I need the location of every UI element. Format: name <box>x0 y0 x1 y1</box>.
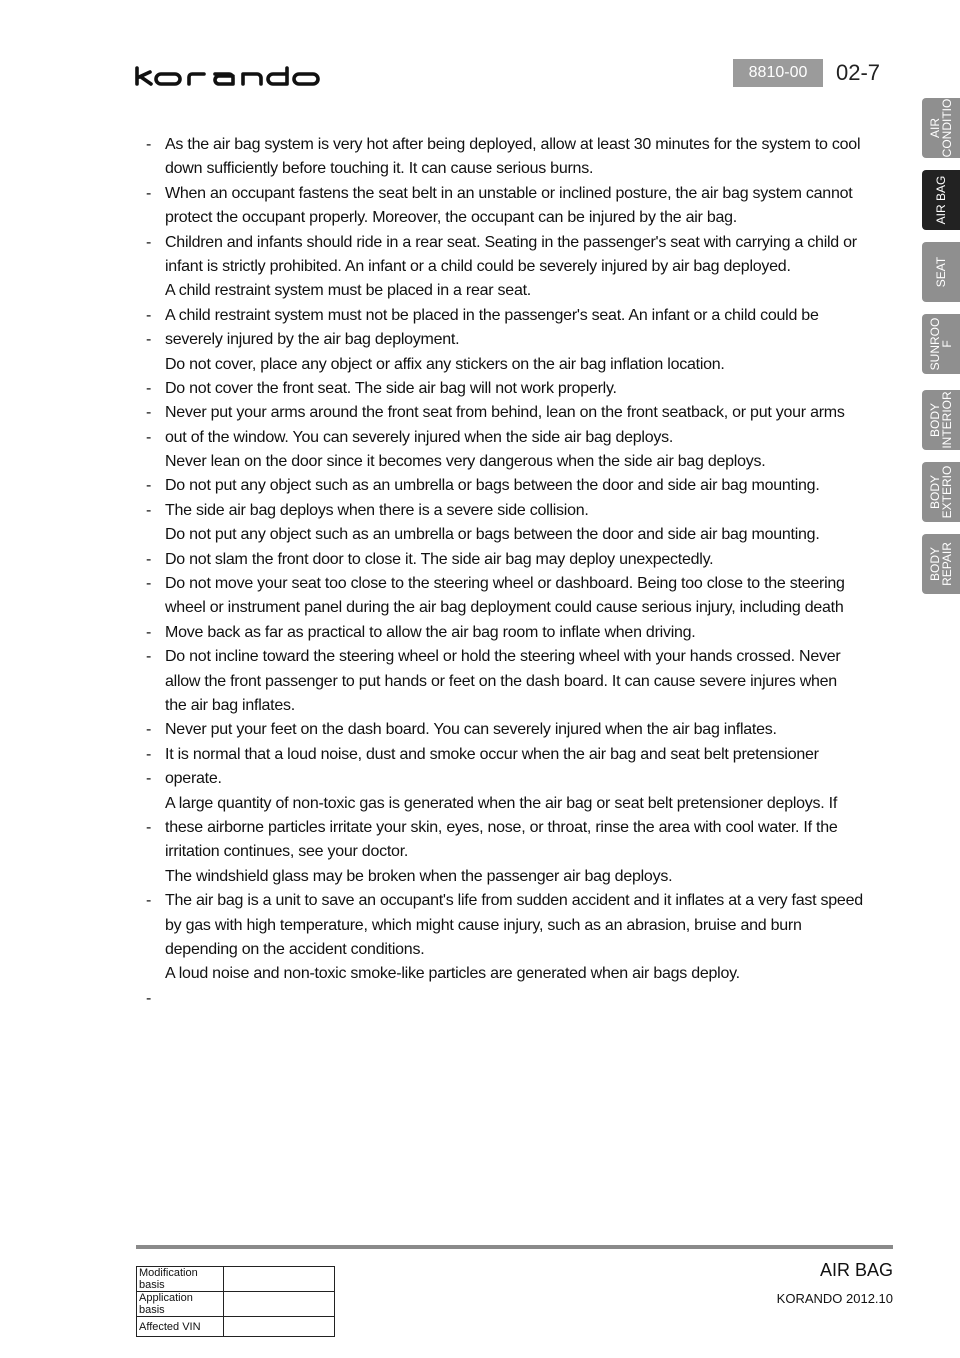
list-item-text: A loud noise and non-toxic smoke-like particles are generated when air bags deploy. <box>165 965 740 983</box>
list-item <box>146 182 906 206</box>
footer-model-date: KORANDO 2012.10 <box>776 1291 893 1306</box>
table-cell-value <box>224 1292 335 1317</box>
tab-body-exterior[interactable] <box>922 462 960 522</box>
list-item <box>146 523 906 547</box>
table-row <box>137 1267 335 1292</box>
list-item-text: The air bag is a unit to save an occupant's life from sudden accident and it inflates at a very fast speed <box>165 892 863 910</box>
list-item <box>146 279 906 303</box>
tab-label: AIR BAG <box>934 175 948 225</box>
document-code-badge: 8810-00 <box>733 59 823 87</box>
bullet-dash: - <box>146 892 152 910</box>
list-item <box>146 572 906 596</box>
page-number: 02-7 <box>836 60 881 85</box>
list-item-text: allow the front passenger to put hands or feet on the dash board. It can cause severe injures when <box>165 672 837 690</box>
list-item-text: Never put your arms around the front seat from behind, lean on the front seatback, or put your arms <box>165 404 845 422</box>
list-item <box>146 767 906 791</box>
list-item-text: Do not incline toward the steering wheel or hold the steering wheel with your hands crossed. Never <box>165 648 841 666</box>
list-item <box>146 426 906 450</box>
tab-label: SEAT <box>934 256 948 288</box>
tab-body-interior[interactable] <box>922 390 960 450</box>
list-item-text: Children and infants should ride in a rear seat. Seating in the passenger's seat with carrying a child or <box>165 233 857 251</box>
list-item-text: out of the window. You can severely injured when the side air bag deploys. <box>165 428 674 446</box>
list-item-text: A large quantity of non-toxic gas is generated when the air bag or seat belt pretensioner deploys. If <box>165 794 838 812</box>
list-item-text: operate. <box>165 770 222 788</box>
list-item <box>146 670 906 694</box>
tab-air-bag[interactable] <box>922 170 960 230</box>
list-item-text: Move back as far as practical to allow the air bag room to inflate when driving. <box>165 623 696 641</box>
tab-label: BODY EXTERIO <box>928 465 954 519</box>
list-item <box>146 377 906 401</box>
table-row <box>137 1317 335 1337</box>
list-item-text: It is normal that a loud noise, dust and smoke occur when the air bag and seat belt pretensioner <box>165 745 819 763</box>
bullet-dash: - <box>146 745 152 763</box>
list-item <box>146 133 906 157</box>
list-item-text: As the air bag system is very hot after being deployed, allow at least 30 minutes for the system to cool <box>165 136 861 153</box>
list-item <box>146 962 906 986</box>
footer-section-title: AIR BAG <box>819 1260 893 1280</box>
footer-divider <box>136 1245 893 1249</box>
bullet-dash: - <box>146 770 152 788</box>
list-item <box>146 353 906 377</box>
list-item-text: infant is strictly prohibited. An infant or a child could be severely injured by air bag deployed. <box>165 257 791 275</box>
tab-body-repair[interactable] <box>922 534 960 594</box>
table-cell-value <box>224 1267 335 1292</box>
tab-label: BODY REPAIR <box>928 542 954 586</box>
list-item <box>146 816 906 840</box>
list-item-text: the air bag inflates. <box>165 696 295 714</box>
bullet-dash: - <box>146 233 152 251</box>
list-item-text: wheel or instrument panel during the air bag deployment could cause serious injury, including death <box>165 599 844 617</box>
list-item-text: Do not cover, place any object or affix any stickers on the air bag inflation location. <box>165 355 725 373</box>
list-item-text: depending on the accident conditions. <box>165 940 425 958</box>
bullet-dash: - <box>146 648 152 666</box>
table-cell-label: Application basis <box>137 1292 224 1317</box>
list-item-text: Never lean on the door since it becomes very dangerous when the side air bag deploys. <box>165 453 766 471</box>
list-item <box>146 255 906 279</box>
list-item-text: severely injured by the air bag deployment. <box>165 331 460 349</box>
tab-seat[interactable] <box>922 242 960 302</box>
bullet-dash: - <box>146 501 152 519</box>
list-item <box>146 157 906 181</box>
list-item <box>146 645 906 669</box>
list-item <box>146 596 906 620</box>
list-item-text: protect the occupant properly. Moreover, the occupant can be injured by the air bag. <box>165 209 737 227</box>
list-item <box>146 914 906 938</box>
list-item-text: irritation continues, see your doctor. <box>165 843 409 861</box>
list-item <box>146 865 906 889</box>
tab-sunroof[interactable] <box>922 314 960 374</box>
list-item <box>146 621 906 645</box>
list-item <box>146 938 906 962</box>
tab-label: SUNROO F <box>928 317 954 371</box>
list-item <box>146 401 906 425</box>
bullet-dash: - <box>146 477 152 495</box>
list-item <box>146 304 906 328</box>
tab-air-conditioning[interactable] <box>922 98 960 158</box>
korando-logo <box>133 66 323 88</box>
bullet-dash: - <box>146 379 152 397</box>
bullet-dash: - <box>146 136 152 153</box>
table-row <box>137 1292 335 1317</box>
list-item-text: down sufficiently before touching it. It can cause serious burns. <box>165 160 594 178</box>
list-item-text: Never put your feet on the dash board. You can severely injured when the air bag inflates. <box>165 721 777 739</box>
list-item <box>146 718 906 742</box>
list-item <box>146 499 906 523</box>
table-cell-value <box>224 1317 335 1337</box>
list-item-text: Do not move your seat too close to the steering wheel or dashboard. Being too close to the steering <box>165 575 845 593</box>
list-item <box>146 474 906 498</box>
bullet-dash: - <box>146 306 152 324</box>
table-cell-label: Affected VIN <box>137 1317 224 1337</box>
bullet-dash: - <box>146 550 152 568</box>
list-item <box>146 792 906 816</box>
list-item <box>146 231 906 255</box>
tab-label: AIR CONDITIO <box>928 98 954 158</box>
warning-list <box>146 133 906 1011</box>
bullet-dash: - <box>146 575 152 593</box>
list-item-text: by gas with high temperature, which might cause injury, such as an abrasion, bruise and burn <box>165 916 802 934</box>
list-item-text: Do not put any object such as an umbrella or bags between the door and side air bag mounting. <box>165 477 820 495</box>
list-item <box>146 889 906 913</box>
bullet-dash: - <box>146 184 152 202</box>
list-item-text: Do not slam the front door to close it. The side air bag may deploy unexpectedly. <box>165 550 714 568</box>
list-item-text: Do not cover the front seat. The side air bag will not work properly. <box>165 379 617 397</box>
table-cell-label: Modification basis <box>137 1267 224 1292</box>
list-item <box>146 450 906 474</box>
bullet-dash: - <box>146 623 152 641</box>
list-item-text: A child restraint system must not be placed in the passenger's seat. An infant or a child could be <box>165 306 819 324</box>
list-item-text: The windshield glass may be broken when the passenger air bag deploys. <box>165 867 673 885</box>
bullet-dash: - <box>146 331 152 349</box>
bullet-dash: - <box>146 404 152 422</box>
list-item-text: A child restraint system must be placed in a rear seat. <box>165 282 531 300</box>
list-item <box>146 694 906 718</box>
bullet-dash: - <box>146 818 152 836</box>
tab-label: BODY INTERIOR <box>928 391 954 449</box>
list-item-text: When an occupant fastens the seat belt in an unstable or inclined posture, the air bag system cannot <box>165 184 853 202</box>
bullet-dash: - <box>146 721 152 739</box>
list-item <box>146 743 906 767</box>
list-item <box>146 206 906 230</box>
bullet-dash: - <box>146 428 152 446</box>
bullet-dash: - <box>146 989 152 1007</box>
list-item <box>146 328 906 352</box>
list-item-text: Do not put any object such as an umbrella or bags between the door and side air bag mounting. <box>165 526 820 544</box>
list-item <box>146 840 906 864</box>
list-item <box>146 548 906 572</box>
list-item-text: these airborne particles irritate your skin, eyes, nose, or throat, rinse the area with cool water. If the <box>165 818 838 836</box>
list-item-text: The side air bag deploys when there is a severe side collision. <box>165 501 589 519</box>
revision-basis-table <box>136 1266 335 1337</box>
list-item <box>146 987 906 1011</box>
